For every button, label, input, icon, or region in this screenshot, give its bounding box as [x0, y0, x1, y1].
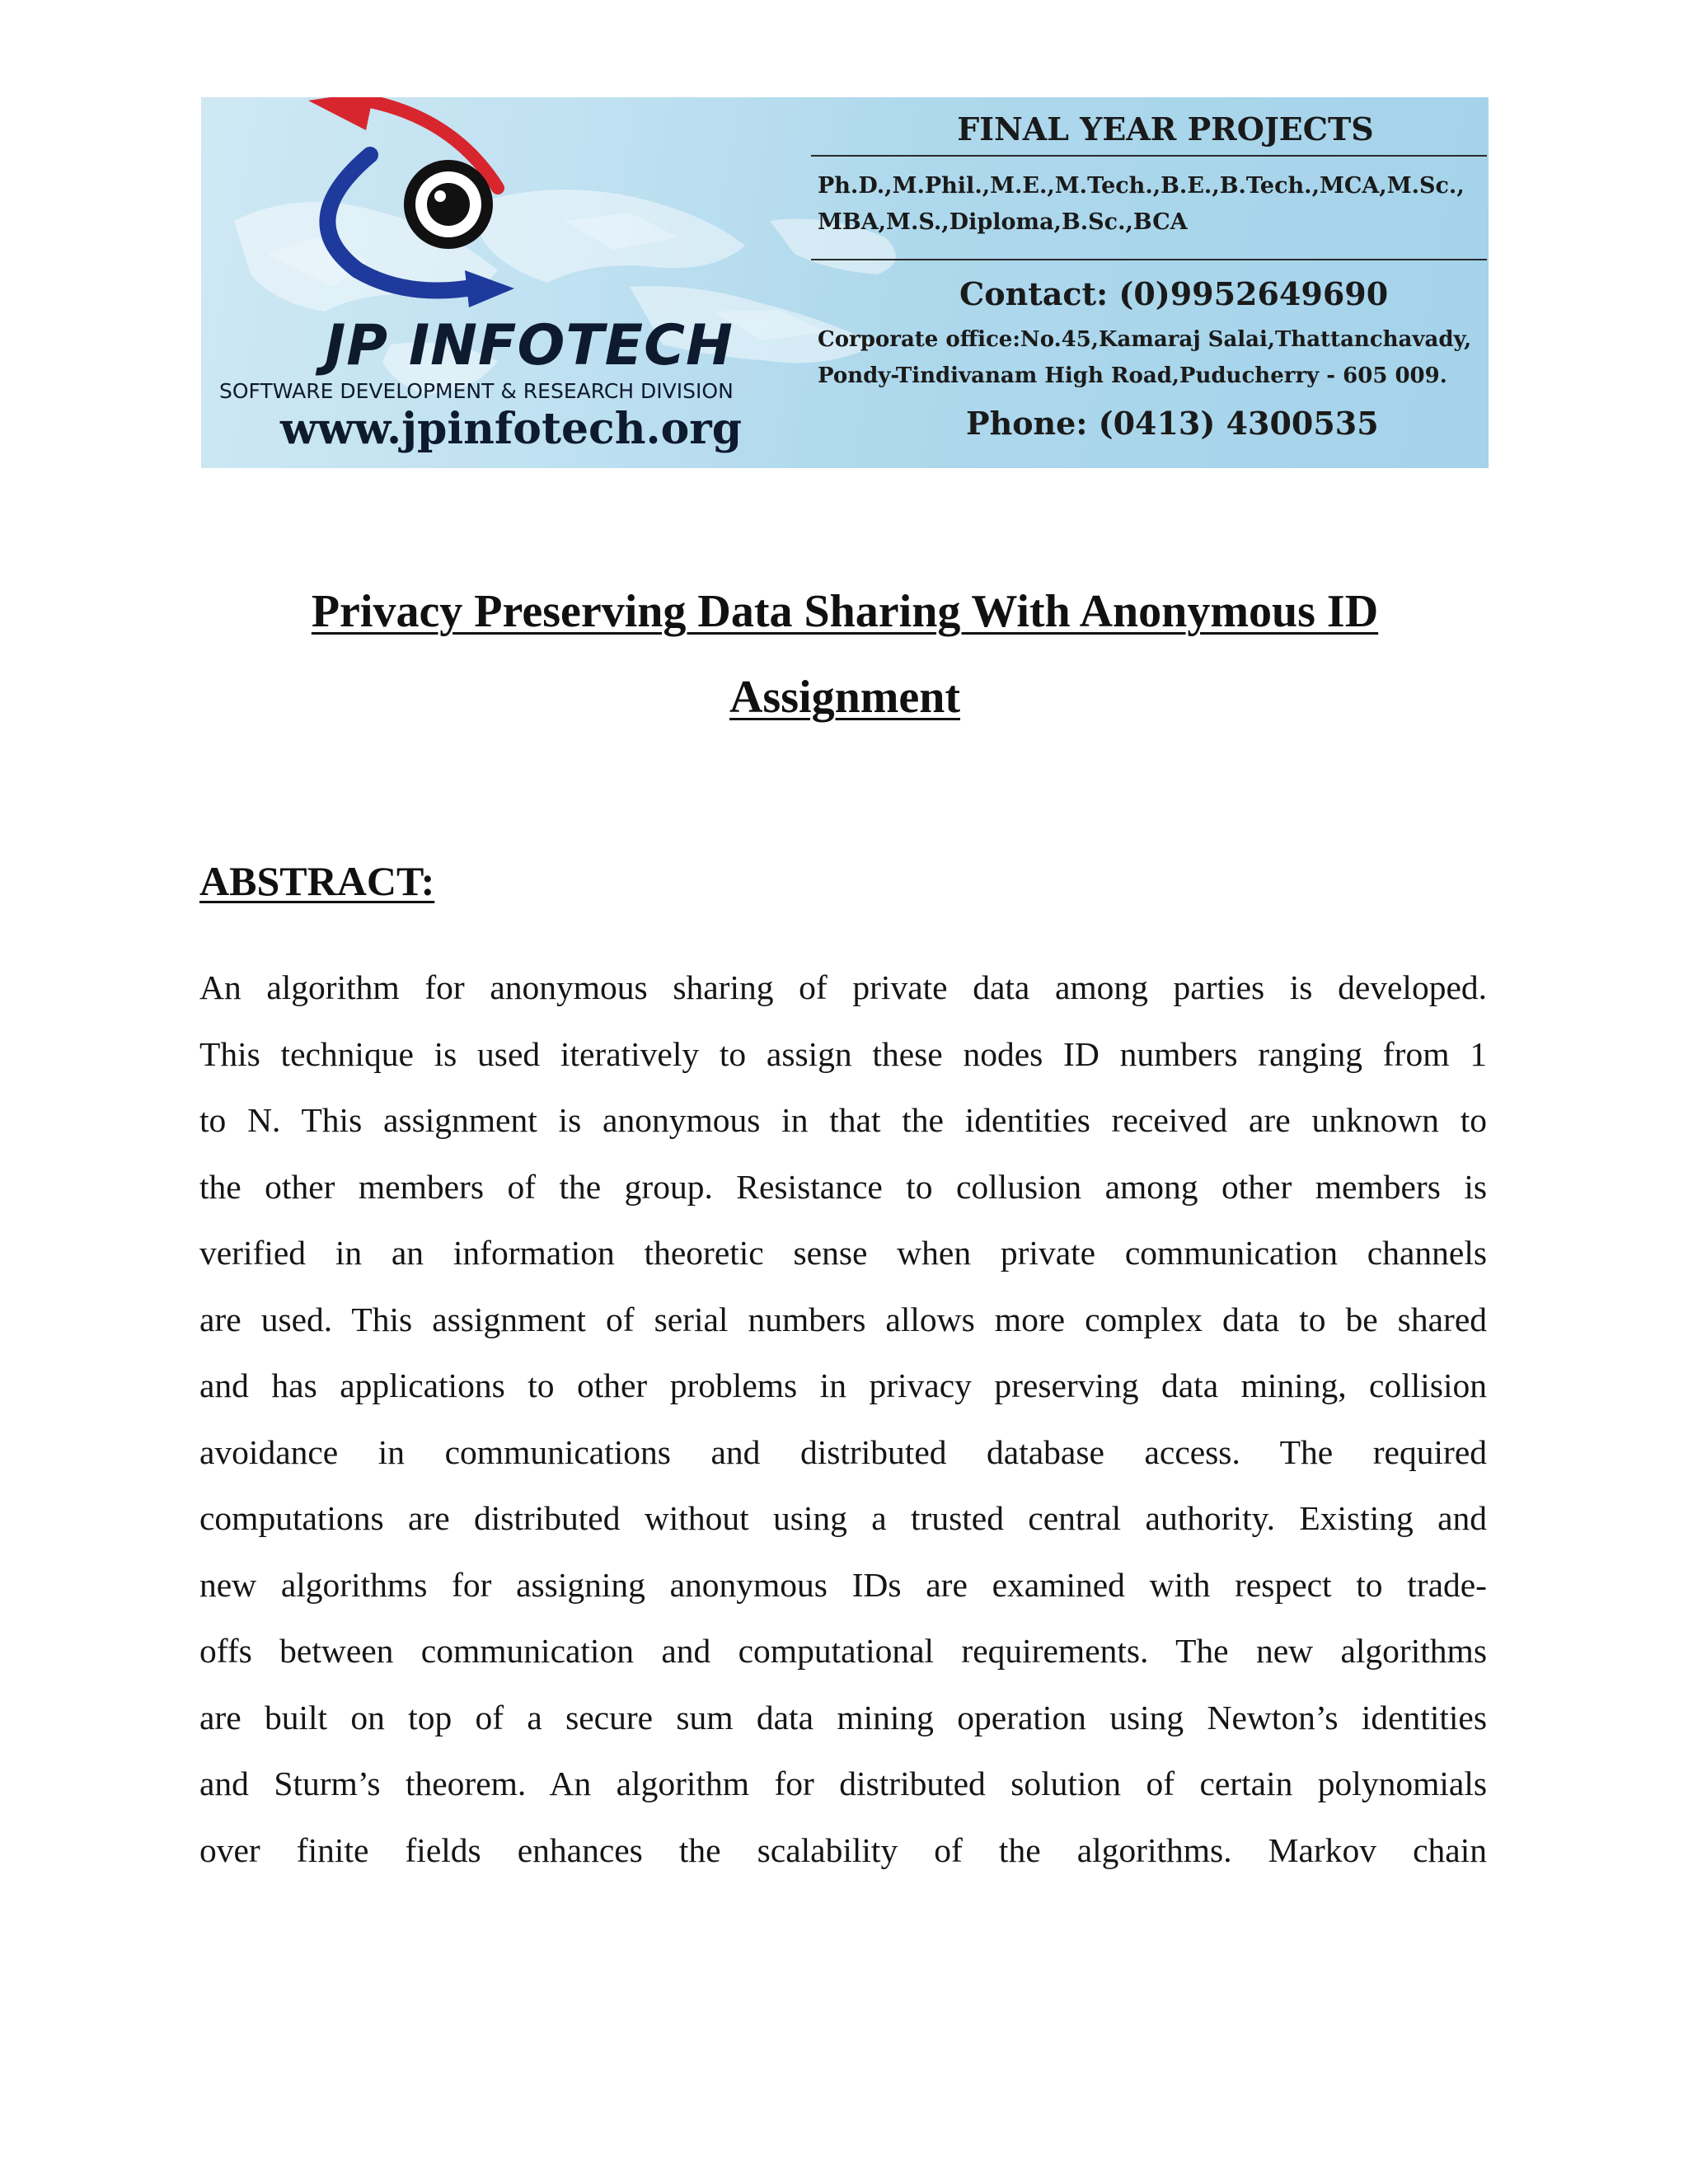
- degrees-line: MBA,M.S.,Diploma,B.Sc.,BCA: [818, 209, 1188, 235]
- contact-number: Contact: (0)9952649690: [959, 275, 1389, 312]
- brand-name: JP INFOTECH: [325, 313, 734, 378]
- address-line: Corporate office:No.45,Kamaraj Salai,Thattanchavady,: [818, 327, 1472, 352]
- abstract-line: This technique is used iteratively to assign these nodes ID numbers ranging from 1: [199, 1034, 1487, 1073]
- banner-rule-top: [811, 155, 1487, 157]
- office-address: [818, 321, 1477, 394]
- abstract-line: and Sturm’s theorem. An algorithm for distributed solution of certain polynomials: [199, 1765, 1487, 1802]
- abstract-line: and has applications to other problems in privacy preserving data mining, collision: [199, 1366, 1487, 1404]
- abstract-line: verified in an information theoretic sense when private communication channels: [199, 1234, 1487, 1272]
- brand-tagline: SOFTWARE DEVELOPMENT & RESEARCH DIVISION: [219, 379, 734, 403]
- abstract-heading: ABSTRACT:: [199, 858, 435, 904]
- abstract-line: are built on top of a secure sum data mining operation using Newton’s identities: [199, 1698, 1487, 1736]
- document-title: Privacy Preserving Data Sharing With Anonymous ID Assignment: [311, 586, 1379, 723]
- degrees-list: [818, 168, 1477, 241]
- abstract-line: offs between communication and computational requirements. The new algorithms: [199, 1632, 1487, 1670]
- abstract-line: are used. This assignment of serial numbers allows more complex data to be shared: [199, 1300, 1487, 1338]
- abstract-line: avoidance in communications and distributed database access. The required: [199, 1432, 1487, 1471]
- abstract-line: the other members of the group. Resistance to collusion among other members is: [199, 1167, 1487, 1206]
- banner-heading: FINAL YEAR PROJECTS: [957, 110, 1374, 148]
- address-line: Pondy-Tindivanam High Road,Puducherry - 605 009.: [818, 363, 1447, 388]
- brand-url: www.jpinfotech.org: [280, 404, 743, 454]
- abstract-line: computations are distributed without using a trusted central authority. Existing and: [199, 1499, 1487, 1537]
- abstract-line: new algorithms for assigning anonymous IDs are examined with respect to trade-: [199, 1565, 1487, 1604]
- header-banner: [201, 97, 1489, 468]
- abstract-line: to N. This assignment is anonymous in that the identities received are unknown to: [199, 1101, 1487, 1139]
- abstract-line: over finite fields enhances the scalability of the algorithms. Markov chain: [199, 1830, 1487, 1869]
- abstract-paragraph: [199, 963, 1487, 1891]
- abstract-line: An algorithm for anonymous sharing of private data among parties is developed.: [199, 968, 1487, 1006]
- degrees-line: Ph.D.,M.Phil.,M.E.,M.Tech.,B.E.,B.Tech.,MCA,M.Sc.,: [818, 173, 1465, 199]
- banner-rule-middle: [811, 259, 1487, 260]
- phone-number: Phone: (0413) 4300535: [966, 405, 1379, 442]
